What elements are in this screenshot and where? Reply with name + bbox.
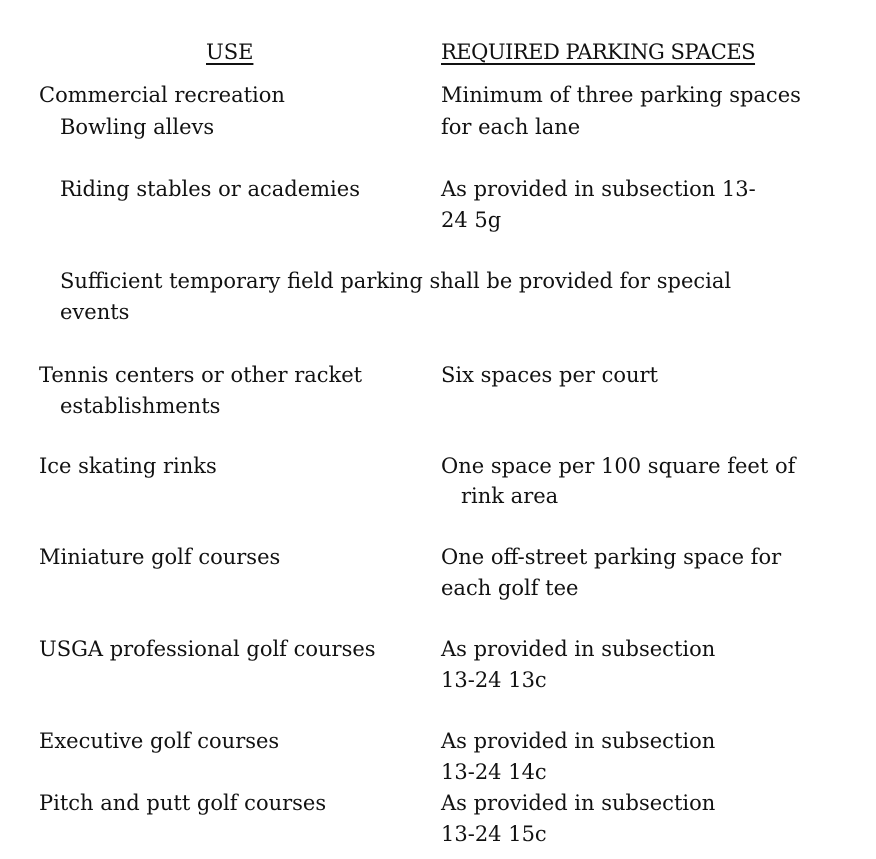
use-pitch-and-putt: Pitch and putt golf courses (39, 791, 327, 815)
req-miniature-golf-line1: One off-street parking space for (441, 545, 782, 569)
req-pitch-and-putt-line2: 13-24 15c (441, 822, 547, 846)
use-tennis-centers-line1: Tennis centers or other racket (39, 363, 363, 387)
use-ice-skating-rinks: Ice skating rinks (39, 454, 217, 478)
req-commercial-recreation: Minimum of three parking spaces (441, 83, 801, 107)
use-miniature-golf: Miniature golf courses (39, 545, 281, 569)
req-miniature-golf-line2: each golf tee (441, 576, 579, 600)
use-riding-stables: Riding stables or academies (60, 177, 360, 201)
use-bowling-alleys: Bowling allevs (60, 115, 215, 139)
required-parking-column-header: REQUIRED PARKING SPACES (441, 40, 756, 64)
req-bowling-alleys: for each lane (441, 115, 581, 139)
req-pitch-and-putt-line1: As provided in subsection (441, 791, 716, 815)
req-executive-golf-line1: As provided in subsection (441, 729, 716, 753)
req-riding-stables-line1: As provided in subsection 13- (441, 177, 756, 201)
use-usga-golf: USGA professional golf courses (39, 637, 376, 661)
req-tennis-centers: Six spaces per court (441, 363, 658, 387)
use-column-header: USE (206, 40, 254, 64)
req-ice-skating-line2: rink area (461, 484, 559, 508)
use-tennis-centers-line2: establishments (60, 394, 221, 418)
use-executive-golf: Executive golf courses (39, 729, 280, 753)
req-executive-golf-line2: 13-24 14c (441, 760, 547, 784)
req-riding-stables-line2: 24 5g (441, 208, 502, 232)
temporary-parking-note: Sufficient temporary field parking shall be provided for special events (60, 269, 732, 324)
req-usga-golf-line1: As provided in subsection (441, 637, 716, 661)
use-commercial-recreation: Commercial recreation (39, 83, 285, 107)
req-usga-golf-line2: 13-24 13c (441, 668, 547, 692)
req-ice-skating-line1: One space per 100 square feet of (441, 454, 796, 478)
